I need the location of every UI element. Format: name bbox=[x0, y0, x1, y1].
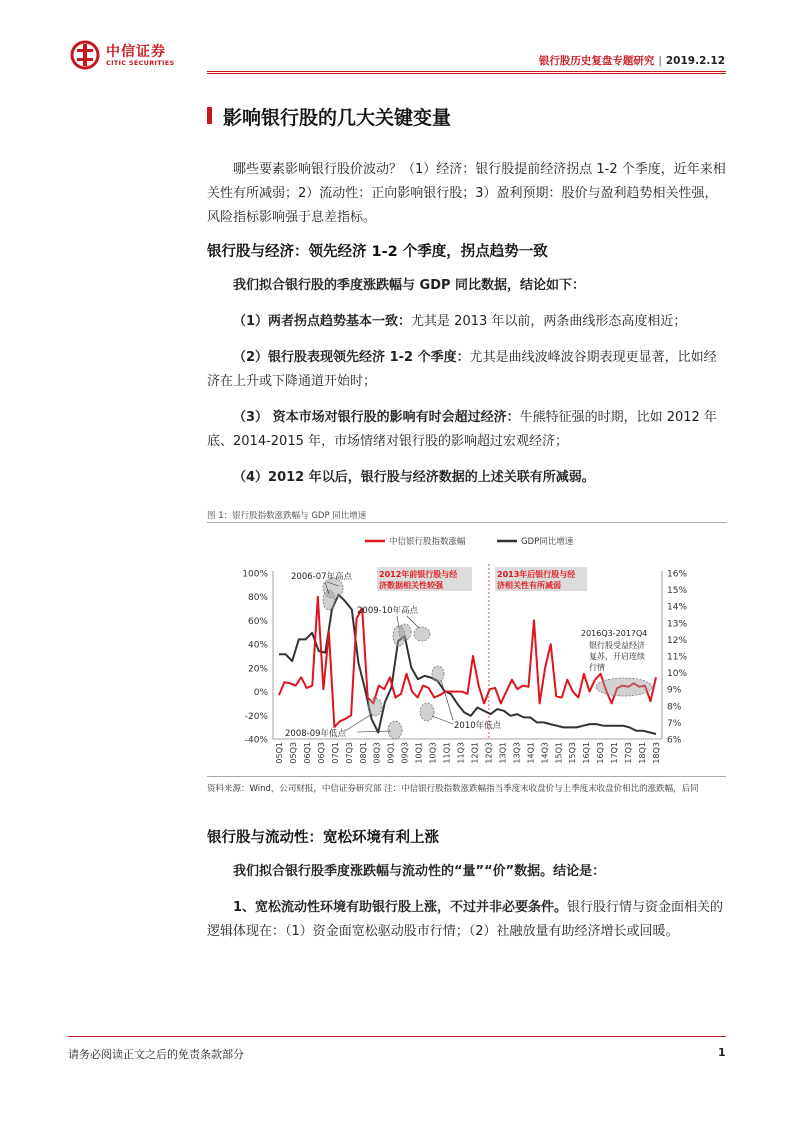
annotation-2016-2017: 2016Q3-2017Q4 bbox=[581, 629, 648, 638]
bank-gdp-chart bbox=[207, 524, 729, 774]
bank-index-line bbox=[279, 597, 656, 727]
figure-top-rule bbox=[207, 522, 726, 523]
report-title: 银行股历史复盘专题研究 bbox=[538, 55, 655, 67]
report-date: 2019.2.12 bbox=[665, 55, 725, 67]
x-axis-tick-label: 12Q1 bbox=[470, 742, 480, 764]
x-axis-tick-label: 16Q1 bbox=[582, 742, 592, 764]
annotation-leader bbox=[432, 716, 453, 724]
right-axis-tick-label: 14% bbox=[667, 602, 688, 613]
right-axis-tick-label: 7% bbox=[667, 718, 682, 729]
x-axis-tick-label: 17Q1 bbox=[610, 742, 620, 764]
left-axis-tick-label: -40% bbox=[244, 735, 268, 746]
x-axis-tick-label: 11Q3 bbox=[456, 742, 466, 764]
x-axis-tick-label: 15Q1 bbox=[554, 742, 564, 764]
legend-gdp-label: GDP同比增速 bbox=[521, 537, 574, 547]
economy-lead-text: 我们拟合银行股的季度涨跌幅与 GDP 同比数据，结论如下： bbox=[233, 278, 586, 293]
x-axis-tick-label: 05Q1 bbox=[275, 742, 284, 764]
note-pre-2012-line2: 济数据相关性较强 bbox=[379, 581, 443, 590]
right-axis-tick-label: 12% bbox=[667, 635, 688, 646]
left-axis-tick-label: 20% bbox=[247, 664, 268, 675]
header-rule-secondary bbox=[207, 73, 726, 74]
economy-point-2 bbox=[207, 346, 729, 394]
logo-chinese-name: 中信证券 bbox=[106, 44, 166, 60]
highlight-ellipse bbox=[596, 678, 652, 696]
report-header bbox=[539, 53, 725, 68]
x-axis-tick-label: 06Q3 bbox=[316, 742, 326, 764]
left-axis-tick-label: 80% bbox=[247, 593, 268, 604]
liquidity-lead bbox=[207, 860, 729, 884]
highlight-ellipse bbox=[420, 703, 434, 721]
economy-point-3-bold: （3） 资本市场对银行股的影响有时会超过经济： bbox=[233, 410, 520, 425]
x-axis-tick-label: 11Q1 bbox=[442, 742, 452, 764]
highlight-ellipse bbox=[432, 666, 444, 682]
left-axis-tick-label: 0% bbox=[253, 688, 268, 699]
left-axis-tick-label: 40% bbox=[247, 640, 268, 651]
right-axis-tick-label: 15% bbox=[667, 586, 688, 597]
highlight-ellipse bbox=[388, 721, 402, 739]
liquidity-point-1 bbox=[207, 896, 729, 944]
liquidity-point-1-bold: 1、宽松流动性环境有助银行股上涨，不过并非必要条件。 bbox=[233, 900, 568, 915]
section-marker bbox=[207, 107, 212, 124]
x-axis-tick-label: 09Q1 bbox=[386, 742, 396, 764]
logo-english-name: CITIC SECURITIES bbox=[106, 59, 175, 67]
x-axis-tick-label: 16Q3 bbox=[596, 742, 606, 764]
annotation-leader bbox=[441, 680, 453, 720]
annotation-2010-low: 2010年低点 bbox=[454, 721, 502, 731]
note-post-2013-line1: 2013年后银行股与经 bbox=[497, 570, 576, 579]
legend-bank-label: 中信银行股指数涨幅 bbox=[389, 537, 466, 547]
x-axis-tick-label: 10Q1 bbox=[414, 742, 424, 764]
annotation-2006-07-high: 2006-07年高点 bbox=[291, 572, 353, 582]
subsection-title-economy: 银行股与经济：领先经济 1-2 个季度，拐点趋势一致 bbox=[207, 244, 548, 260]
intro-text: 哪些要素影响银行股价波动？（1）经济：银行股提前经济拐点 1-2 个季度，近年来相关性有所减弱；2）流动性：正向影响银行股；3）盈利预期：股价与盈利趋势相关性强，风险指标影响强于息差指标。 bbox=[207, 162, 726, 225]
x-axis-tick-label: 12Q3 bbox=[484, 742, 494, 764]
economy-point-1-bold: （1）两者拐点趋势基本一致： bbox=[233, 314, 412, 329]
x-axis-tick-label: 07Q1 bbox=[330, 742, 340, 764]
economy-point-1 bbox=[207, 310, 729, 334]
x-axis-tick-label: 14Q3 bbox=[540, 742, 550, 764]
x-axis-tick-label: 09Q3 bbox=[400, 742, 410, 764]
x-axis-tick-label: 18Q3 bbox=[652, 742, 661, 764]
left-axis-tick-label: -20% bbox=[244, 711, 268, 722]
economy-point-4 bbox=[207, 466, 729, 490]
x-axis-tick-label: 14Q1 bbox=[526, 742, 536, 764]
economy-point-3-text: 牛熊特征强的时期，比如 2012 年底、2014-2015 年，市场情绪对银行股的影响超过宏观经济； bbox=[207, 410, 717, 449]
right-axis-tick-label: 10% bbox=[667, 669, 688, 680]
left-axis-tick-label: 60% bbox=[247, 616, 268, 627]
highlight-ellipse bbox=[399, 624, 411, 640]
right-axis-tick-label: 9% bbox=[667, 685, 682, 696]
citic-logo-mark-icon bbox=[70, 40, 100, 70]
figure-bottom-rule bbox=[207, 776, 726, 777]
left-axis-tick-label: 100% bbox=[242, 569, 268, 580]
annotation-2009-10-high: 2009-10年高点 bbox=[357, 606, 419, 616]
right-axis-tick-label: 6% bbox=[667, 735, 682, 746]
x-axis-tick-label: 18Q1 bbox=[638, 742, 648, 764]
x-axis-tick-label: 07Q3 bbox=[344, 742, 354, 764]
annotation-2008-09-low: 2008-09年低点 bbox=[285, 729, 347, 739]
economy-point-2-text: 尤其是曲线波峰波谷期表现更显著，比如经济在上升或下降通道开始时； bbox=[207, 350, 717, 389]
note-pre-2012-line1: 2012年前银行股与经 bbox=[379, 570, 458, 579]
header-separator: | bbox=[658, 55, 662, 67]
figure-caption: 图 1：银行股指数涨跌幅与 GDP 同比增速 bbox=[207, 511, 367, 521]
economy-lead bbox=[207, 274, 729, 298]
x-axis-tick-label: 13Q3 bbox=[512, 742, 522, 764]
footer-rule bbox=[68, 1036, 726, 1037]
economy-point-2-bold: （2）银行股表现领先经济 1-2 个季度： bbox=[233, 350, 470, 365]
x-axis-tick-label: 05Q3 bbox=[288, 742, 298, 764]
right-axis-tick-label: 8% bbox=[667, 702, 682, 713]
economy-point-3 bbox=[207, 406, 729, 454]
liquidity-lead-text: 我们拟合银行股季度涨跌幅与流动性的“量”“价”数据。结论是： bbox=[233, 864, 606, 879]
x-axis-tick-label: 13Q1 bbox=[498, 742, 508, 764]
x-axis-tick-label: 08Q3 bbox=[372, 742, 382, 764]
highlight-ellipse bbox=[414, 627, 430, 641]
section-title: 影响银行股的几大关键变量 bbox=[223, 107, 452, 129]
annotation-recovery-line1: 银行股受益经济 bbox=[589, 641, 645, 650]
highlight-ellipse bbox=[368, 698, 382, 716]
note-post-2013-line2: 济相关性有所减弱 bbox=[497, 581, 561, 590]
header-rule bbox=[207, 71, 726, 72]
intro-paragraph bbox=[207, 158, 729, 230]
annotation-recovery-line2: 复苏，开启连续 bbox=[589, 652, 645, 661]
x-axis-tick-label: 17Q3 bbox=[624, 742, 634, 764]
figure-source-note: 资料来源：Wind，公司财报，中信证券研究部 注：中信银行股指数涨跌幅指当季度末收盘价与上季度末收盘价相比的涨跌幅，后同 bbox=[207, 784, 699, 794]
page-number: 1 bbox=[718, 1046, 726, 1059]
x-axis-tick-label: 06Q1 bbox=[302, 742, 312, 764]
annotation-recovery-line3: 行情 bbox=[589, 663, 605, 672]
right-axis-tick-label: 16% bbox=[667, 569, 688, 580]
x-axis-tick-label: 10Q3 bbox=[428, 742, 438, 764]
footer-disclaimer: 请务必阅读正文之后的免责条款部分 bbox=[68, 1048, 244, 1061]
economy-point-4-text: （4）2012 年以后，银行股与经济数据的上述关联有所减弱。 bbox=[233, 470, 595, 485]
company-logo bbox=[70, 40, 180, 74]
subsection-title-liquidity: 银行股与流动性：宽松环境有利上涨 bbox=[207, 830, 439, 846]
x-axis-tick-label: 08Q1 bbox=[358, 742, 368, 764]
liquidity-point-1-text: 银行股行情与资金面相关的逻辑体现在：（1）资金面宽松驱动股市行情；（2）社融放量有助经济增长或回暖。 bbox=[207, 900, 724, 939]
right-axis-tick-label: 11% bbox=[667, 652, 688, 663]
annotation-leader bbox=[357, 731, 391, 732]
economy-point-1-text: 尤其是 2013 年以前，两条曲线形态高度相近； bbox=[411, 314, 687, 329]
right-axis-tick-label: 13% bbox=[667, 619, 688, 630]
x-axis-tick-label: 15Q3 bbox=[568, 742, 578, 764]
